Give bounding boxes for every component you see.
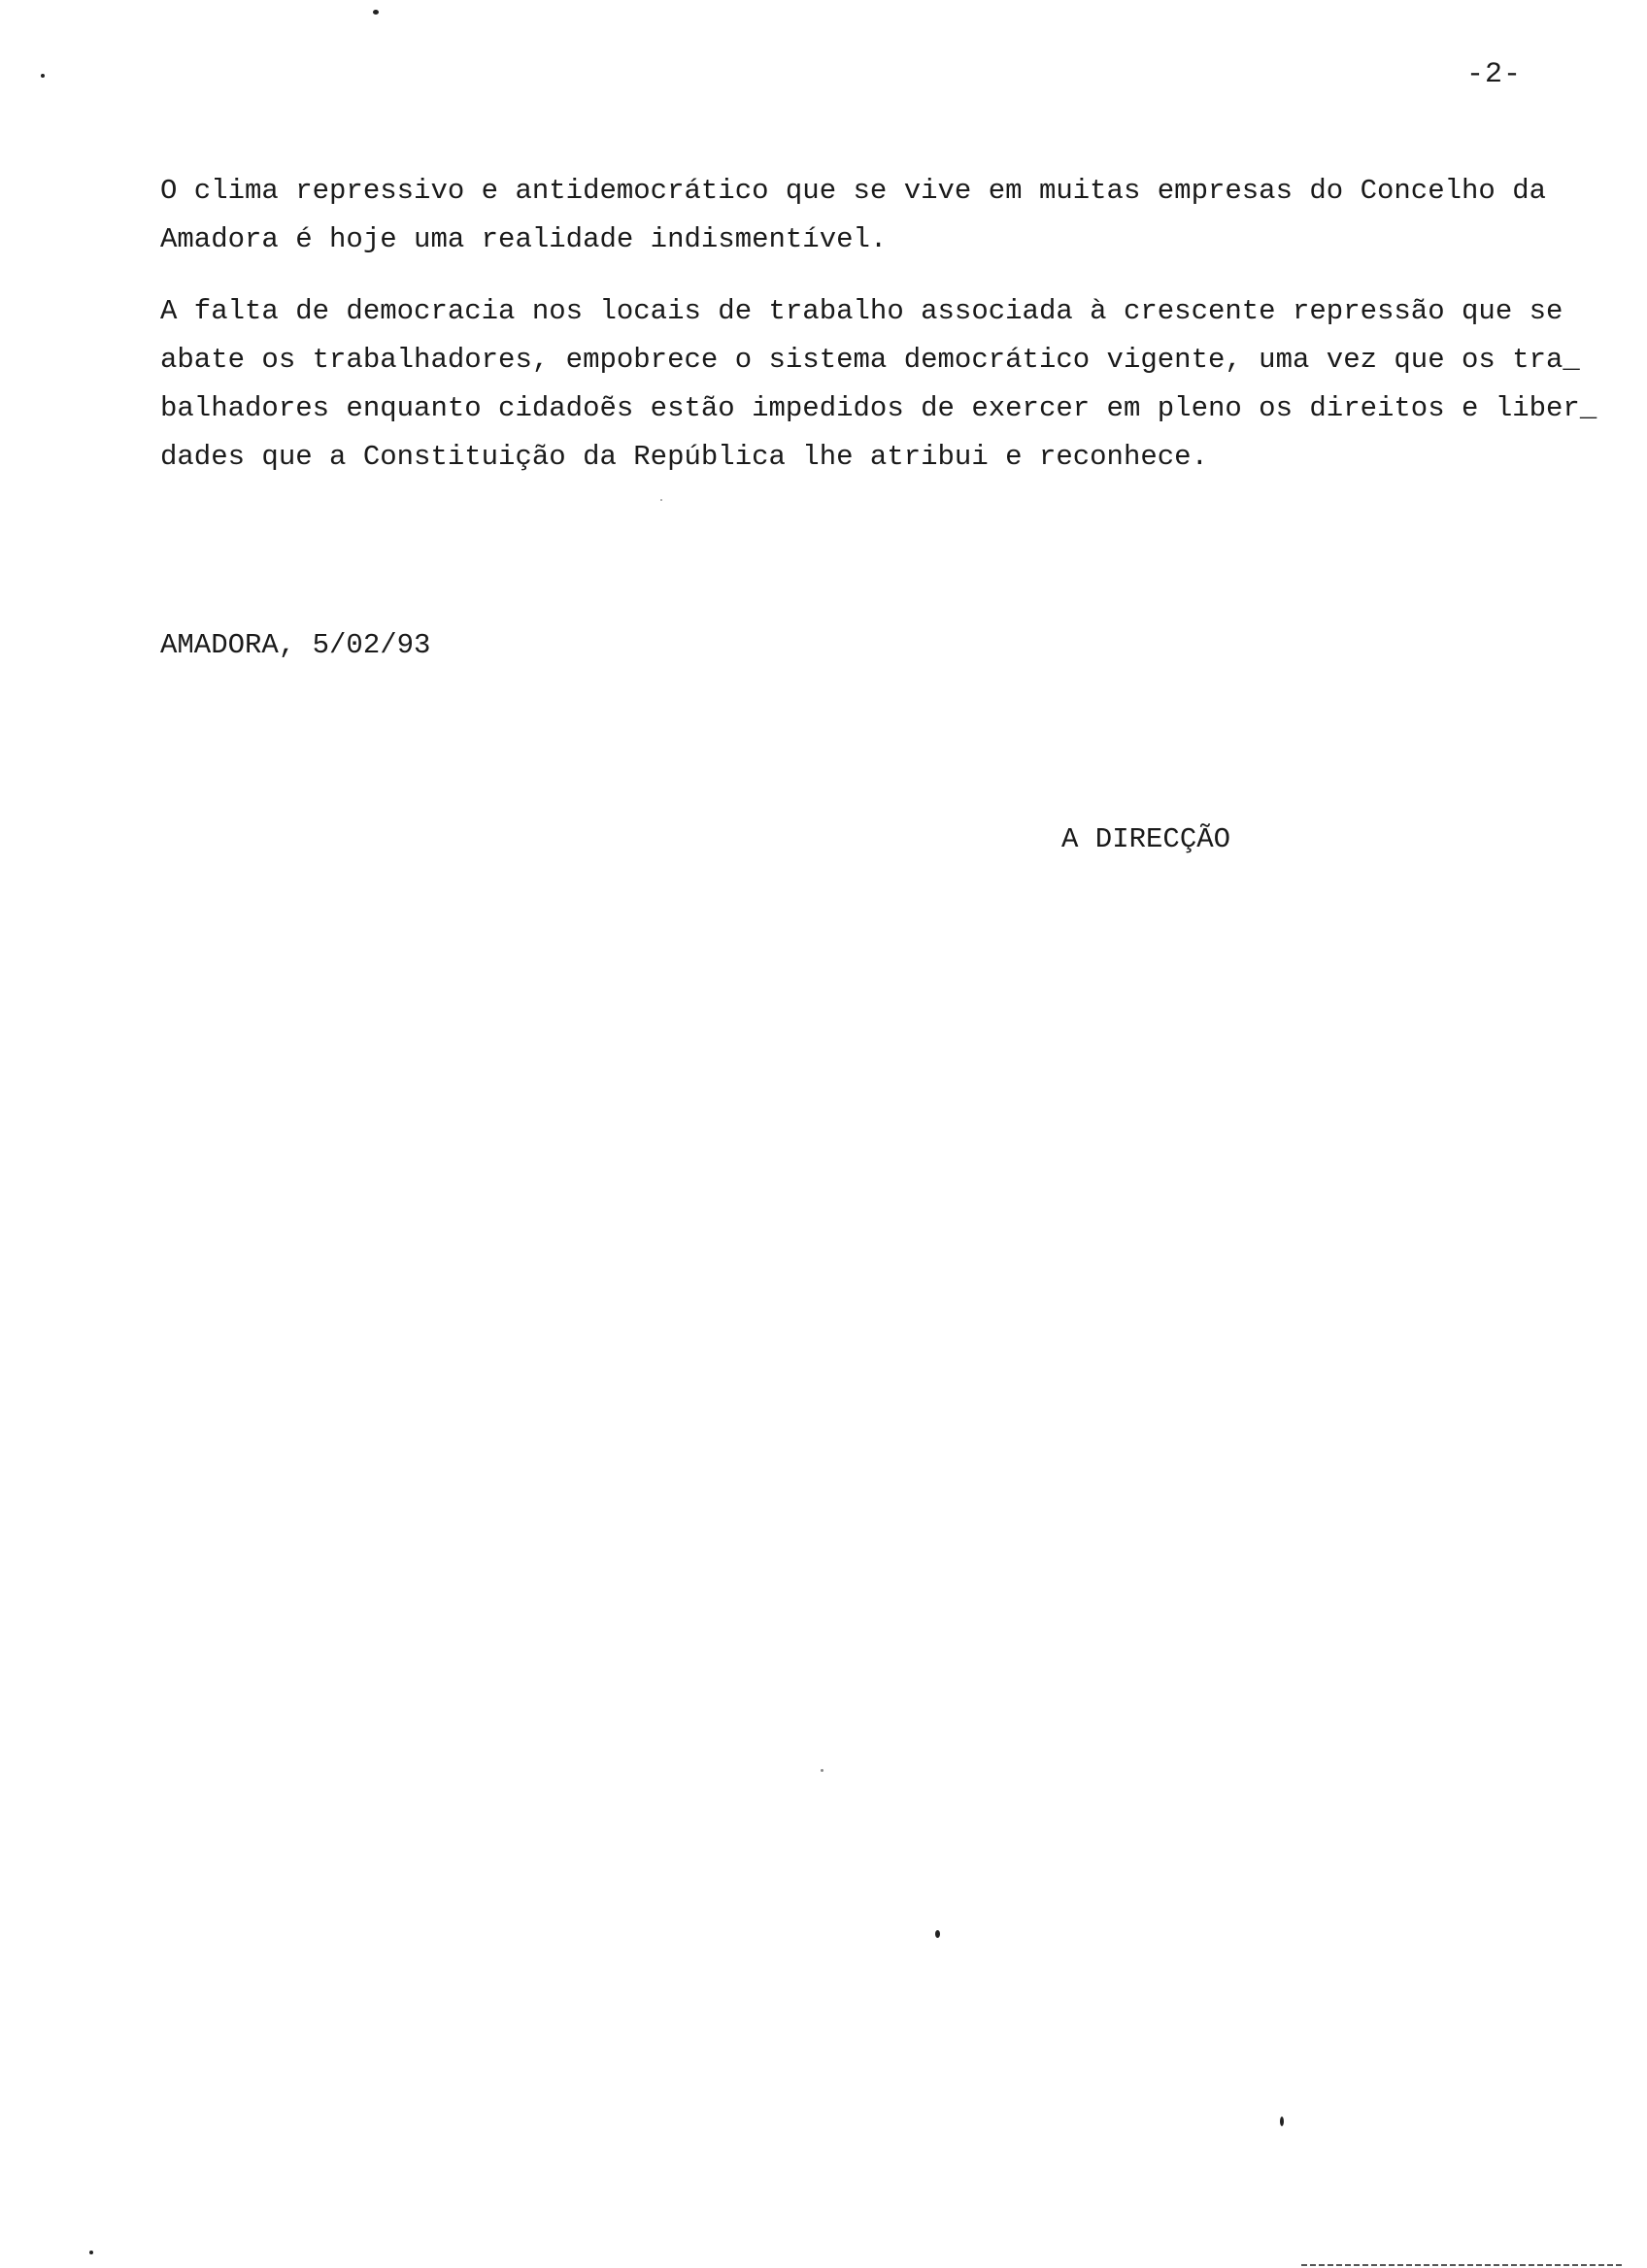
place-and-date: AMADORA, 5/02/93 [160, 629, 431, 661]
paragraph-line: dades que a Constituição da República lhe atribui e reconhece. [160, 441, 1208, 473]
scan-speck [41, 74, 45, 78]
paragraph-line: balhadores enquanto cidadoẽs estão impedidos de exercer em pleno os direitos e liber_ [160, 392, 1597, 424]
scan-speck [821, 1769, 824, 1772]
paragraph-line: abate os trabalhadores, empobrece o sistema democrático vigente, uma vez que os tra_ [160, 344, 1580, 376]
scan-speck [373, 10, 379, 15]
bottom-edge-rule [1301, 2264, 1622, 2266]
paragraph-line: A falta de democracia nos locais de trabalho associada à crescente repressão que se [160, 295, 1563, 327]
scan-speck [89, 2251, 93, 2254]
page-number: -2- [1466, 58, 1523, 91]
scan-speck [1280, 2117, 1284, 2126]
scan-speck [935, 1930, 940, 1938]
paragraph-1 [160, 167, 1547, 264]
paragraph-line: O clima repressivo e antidemocrático que se vive em muitas empresas do Concelho da [160, 175, 1547, 207]
signature-line: A DIRECÇÃO [1061, 823, 1231, 855]
paragraph-2 [160, 287, 1597, 482]
paragraph-line: Amadora é hoje uma realidade indismentível. [160, 223, 888, 255]
scan-speck [660, 499, 662, 501]
